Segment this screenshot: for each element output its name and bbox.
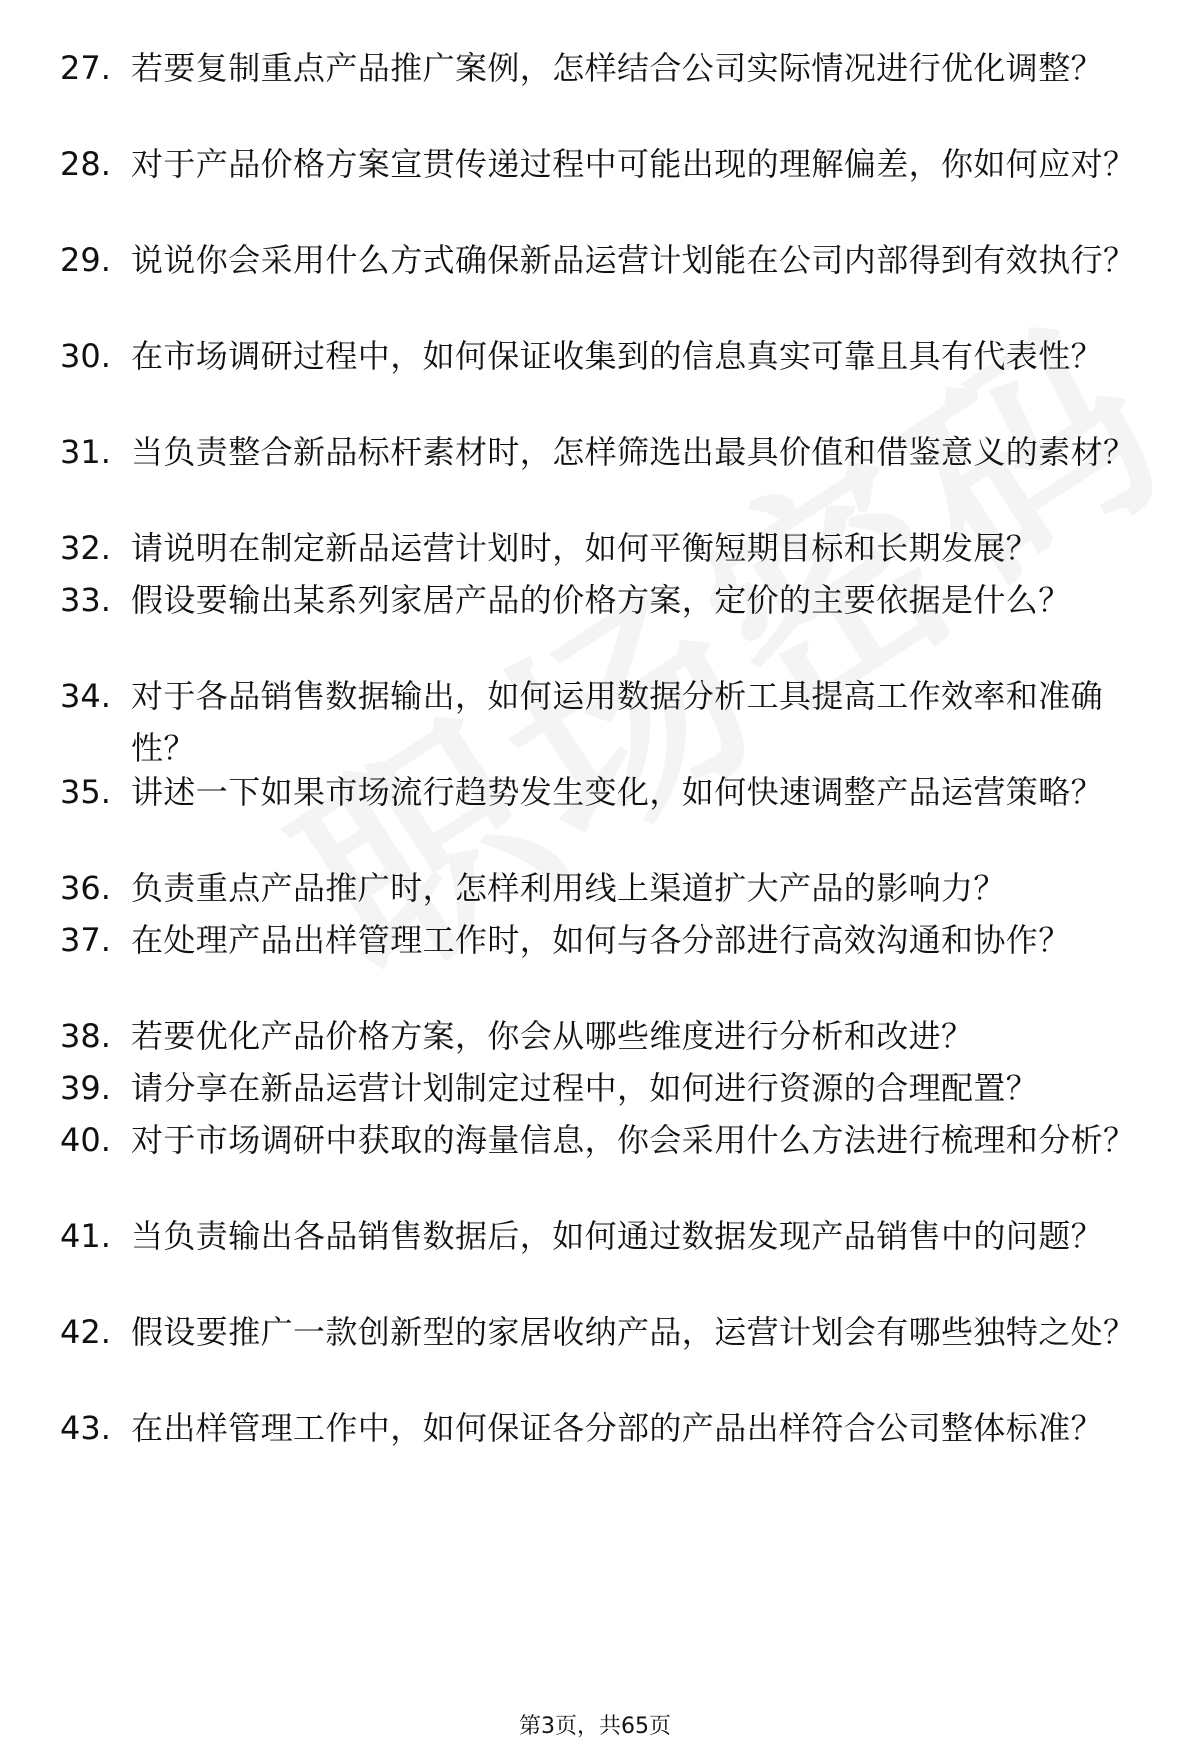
question-text: 对于市场调研中获取的海量信息，你会采用什么方法进行梳理和分析？: [131, 1121, 1136, 1159]
question-text: 对于各品销售数据输出，如何运用数据分析工具提高工作效率和准确性？: [131, 677, 1104, 767]
question-number: 28.: [60, 145, 111, 183]
question-number: 40.: [60, 1121, 111, 1159]
question-text: 说说你会采用什么方式确保新品运营计划能在公司内部得到有效执行？: [131, 241, 1136, 279]
question-number: 30.: [60, 337, 111, 375]
page-footer: 第3页，共65页: [519, 1714, 671, 1739]
question-text: 请说明在制定新品运营计划时，如何平衡短期目标和长期发展？: [131, 529, 1039, 567]
question-text: 假设要输出某系列家居产品的价格方案，定价的主要依据是什么？: [131, 581, 1071, 619]
question-text: 假设要推广一款创新型的家居收纳产品，运营计划会有哪些独特之处？: [131, 1313, 1136, 1351]
question-number: 43.: [60, 1409, 111, 1447]
question-number: 29.: [60, 241, 111, 279]
question-text: 在处理产品出样管理工作时，如何与各分部进行高效沟通和协作？: [131, 921, 1071, 959]
question-number: 31.: [60, 433, 111, 471]
question-number: 36.: [60, 869, 111, 907]
question-text: 当负责整合新品标杆素材时，怎样筛选出最具价值和借鉴意义的素材？: [131, 433, 1136, 471]
question-text: 讲述一下如果市场流行趋势发生变化，如何快速调整产品运营策略？: [131, 773, 1104, 811]
question-number: 39.: [60, 1069, 111, 1107]
question-text: 在市场调研过程中，如何保证收集到的信息真实可靠且具有代表性？: [131, 337, 1104, 375]
question-number: 41.: [60, 1217, 111, 1255]
question-text: 请分享在新品运营计划制定过程中，如何进行资源的合理配置？: [131, 1069, 1039, 1107]
question-number: 37.: [60, 921, 111, 959]
question-text: 在出样管理工作中，如何保证各分部的产品出样符合公司整体标准？: [131, 1409, 1104, 1447]
question-number: 38.: [60, 1017, 111, 1055]
question-number: 33.: [60, 581, 111, 619]
question-number: 34.: [60, 677, 111, 715]
question-number: 32.: [60, 529, 111, 567]
question-number: 35.: [60, 773, 111, 811]
question-text: 若要优化产品价格方案，你会从哪些维度进行分析和改进？: [131, 1017, 974, 1055]
question-text: 负责重点产品推广时，怎样利用线上渠道扩大产品的影响力？: [131, 869, 1006, 907]
question-text: 若要复制重点产品推广案例，怎样结合公司实际情况进行优化调整？: [131, 49, 1104, 87]
question-number: 27.: [60, 49, 111, 87]
question-text: 当负责输出各品销售数据后，如何通过数据发现产品销售中的问题？: [131, 1217, 1104, 1255]
question-number: 42.: [60, 1313, 111, 1351]
question-text: 对于产品价格方案宣贯传递过程中可能出现的理解偏差，你如何应对？: [131, 145, 1136, 183]
